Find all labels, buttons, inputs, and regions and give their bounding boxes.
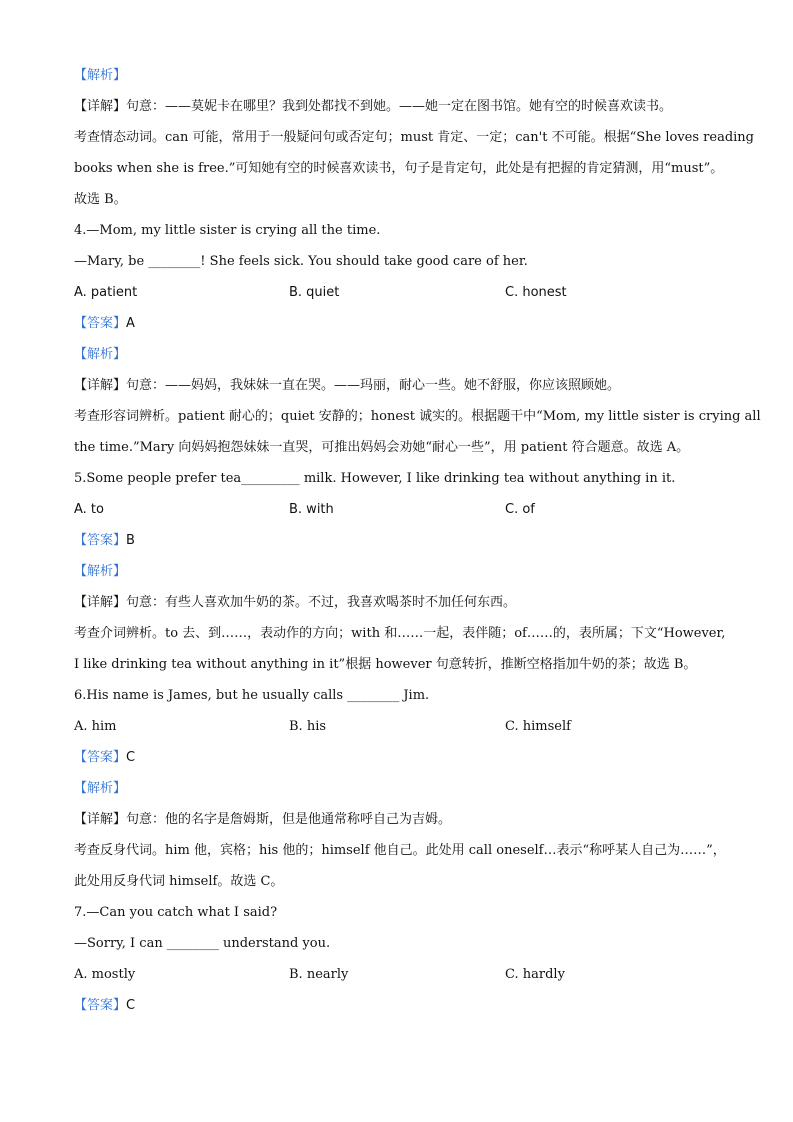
detail-label: 【详解】 <box>74 378 127 393</box>
option-c: C. himself <box>505 719 571 734</box>
text-line <box>74 866 724 897</box>
text-line <box>74 928 724 959</box>
line-text: books when she is free.”可知她有空的时候喜欢读书，句子是肯定句，此处是有把握的肯定猜测，用“must”。 <box>74 161 724 176</box>
answer-line <box>74 525 724 556</box>
answer-label: 【答案】 <box>74 998 127 1013</box>
section-tag <box>74 773 724 804</box>
text-line <box>74 215 724 246</box>
text-line <box>74 804 724 835</box>
section-tag <box>74 339 724 370</box>
line-text: 6.His name is James, but he usually calls ________ Jim. <box>74 688 430 703</box>
line-text: 5.Some people prefer tea_________ milk. However, I like drinking tea without anything in it. <box>74 471 676 486</box>
line-text: 考查情态动词。can 可能，常用于一般疑问句或否定句；must 肯定、一定；can't 不可能。根据“She loves reading <box>74 130 755 145</box>
tag-label: 【解析】 <box>74 564 127 579</box>
tag-label: 【解析】 <box>74 347 127 362</box>
line-text: I like drinking tea without anything in it”根据 however 句意转折，推断空格指加牛奶的茶；故选 B。 <box>74 657 697 672</box>
line-text: 故选 B。 <box>74 192 127 207</box>
answer-line <box>74 742 724 773</box>
text-line <box>74 618 724 649</box>
document-page <box>74 60 761 1021</box>
answer-label: 【答案】 <box>74 750 127 765</box>
text-line <box>74 680 724 711</box>
detail-label: 【详解】 <box>74 99 127 114</box>
text-line <box>74 649 724 680</box>
options-row <box>74 959 724 990</box>
options-row <box>74 277 724 308</box>
options-row <box>74 711 724 742</box>
detail-label: 【详解】 <box>74 595 127 610</box>
text-line <box>74 246 724 277</box>
option-c: C. hardly <box>505 967 565 982</box>
tag-label: 【解析】 <box>74 68 127 83</box>
option-b: B. nearly <box>289 967 349 982</box>
line-text: 4.—Mom, my little sister is crying all the time. <box>74 223 381 238</box>
text-line <box>74 91 724 122</box>
line-text: 考查形容词辨析。patient 耐心的；quiet 安静的；honest 诚实的。根据题干中“Mom, my little sister is crying all <box>74 409 761 424</box>
tag-label: 【解析】 <box>74 781 127 796</box>
answer-value: C <box>126 998 136 1013</box>
text-line <box>74 463 724 494</box>
option-a: A. mostly <box>74 967 136 982</box>
option-b: B. quiet <box>289 285 340 300</box>
line-text: 句意：——莫妮卡在哪里？我到处都找不到她。——她一定在图书馆。她有空的时候喜欢读书。 <box>126 99 673 114</box>
text-line <box>74 401 761 432</box>
line-text: 句意：他的名字是詹姆斯，但是他通常称呼自己为吉姆。 <box>126 812 452 827</box>
answer-label: 【答案】 <box>74 316 127 331</box>
detail-label: 【详解】 <box>74 812 127 827</box>
line-text: 7.—Can you catch what I said? <box>74 905 278 920</box>
line-text: 句意：有些人喜欢加牛奶的茶。不过，我喜欢喝茶时不加任何东西。 <box>126 595 517 610</box>
answer-line <box>74 990 724 1021</box>
option-a: A. to <box>74 502 104 517</box>
option-c: C. honest <box>505 285 567 300</box>
answer-line <box>74 308 724 339</box>
text-line <box>74 587 724 618</box>
option-a: A. him <box>74 719 117 734</box>
text-line <box>74 370 724 401</box>
answer-label: 【答案】 <box>74 533 127 548</box>
option-c: C. of <box>505 502 535 517</box>
line-text: 此处用反身代词 himself。故选 C。 <box>74 874 284 889</box>
line-text: 考查介词辨析。to 去、到……，表动作的方向；with 和……一起，表伴随；of……的，表所属；下文“However, <box>74 626 726 641</box>
text-line <box>74 432 724 463</box>
line-text: 考查反身代词。him 他，宾格；his 他的；himself 他自己。此处用 call oneself…表示“称呼某人自己为……”， <box>74 843 726 858</box>
text-line <box>74 835 724 866</box>
option-b: B. his <box>289 719 327 734</box>
text-line <box>74 122 755 153</box>
text-line <box>74 897 724 928</box>
answer-value: A <box>126 316 135 331</box>
section-tag <box>74 60 724 91</box>
text-line <box>74 153 724 184</box>
line-text: —Mary, be ________! She feels sick. You should take good care of her. <box>74 254 528 269</box>
answer-value: C <box>126 750 136 765</box>
line-text: 句意：——妈妈，我妹妹一直在哭。——玛丽，耐心一些。她不舒服，你应该照顾她。 <box>126 378 621 393</box>
text-line <box>74 184 724 215</box>
option-a: A. patient <box>74 285 138 300</box>
option-b: B. with <box>289 502 334 517</box>
answer-value: B <box>126 533 135 548</box>
line-text: the time.”Mary 向妈妈抱怨妹妹一直哭，可推出妈妈会劝她“耐心一些”，用 patient 符合题意。故选 A。 <box>74 440 690 455</box>
section-tag <box>74 556 724 587</box>
line-text: —Sorry, I can ________ understand you. <box>74 936 331 951</box>
options-row <box>74 494 724 525</box>
